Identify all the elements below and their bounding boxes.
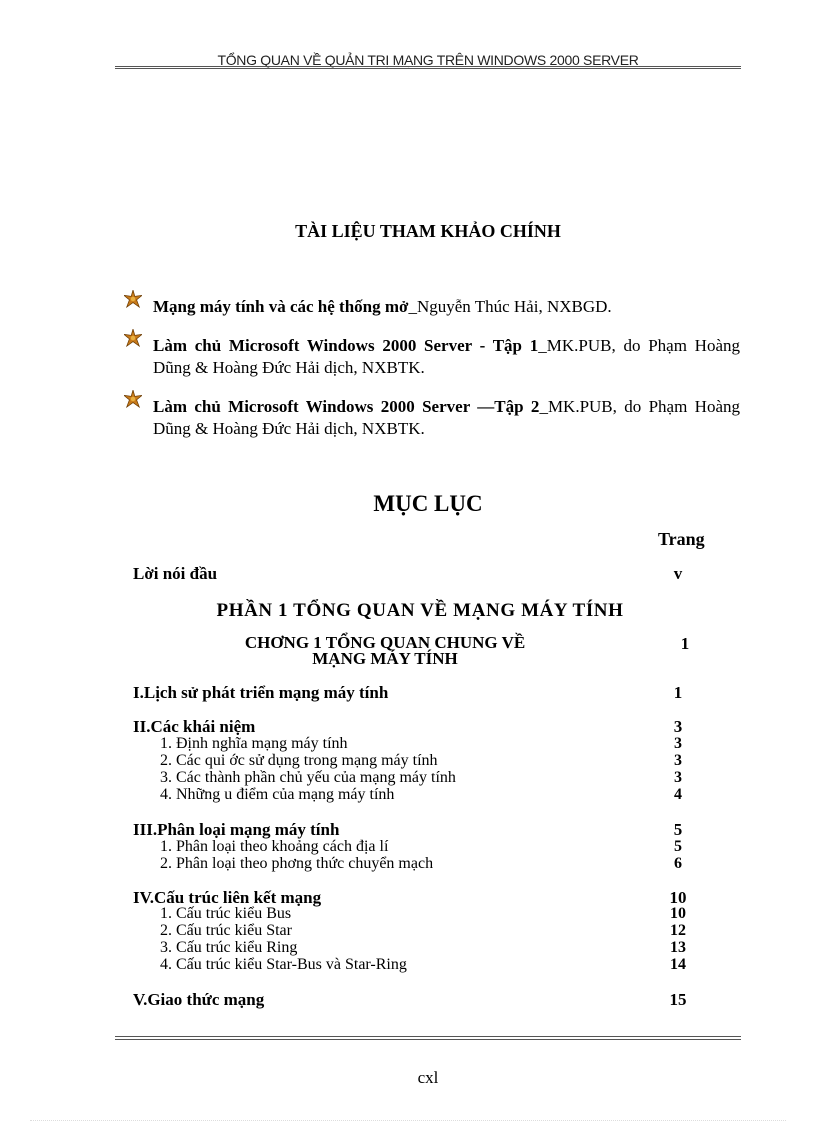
toc-entry-text: Lời nói đầu	[133, 564, 218, 583]
toc-section-title: III.Phân loại mạng máy tính	[133, 820, 340, 839]
toc-row-preface	[133, 564, 693, 584]
toc-subitem-page: 3	[674, 769, 682, 786]
toc-subitem-page: 3	[674, 752, 682, 769]
toc-section-page: 5	[673, 820, 683, 839]
toc-title: MỤC LỤC	[373, 491, 483, 516]
reference-title: Làm chủ Microsoft Windows 2000 Server —Tập 2	[153, 397, 540, 416]
toc-section-title: IV.Cấu trúc liên kết mạng	[133, 888, 322, 907]
reference-item	[124, 396, 740, 440]
toc-subitem-text: 2. Các qui ớc sử dụng trong mạng máy tính	[160, 752, 438, 769]
reference-title: Mạng máy tính và các hệ thống mở	[153, 297, 409, 316]
toc-subitem-text: 2. Phân loại theo phơng thức chuyển mạch	[160, 855, 434, 872]
toc-subitem-page: 14	[670, 956, 686, 973]
toc-subitem-page: 13	[670, 939, 686, 956]
toc-section-title: V.Giao thức mạng	[133, 990, 265, 1009]
toc-section-row	[133, 990, 693, 1010]
toc-section-title: I.Lịch sử phát triển mạng máy tính	[133, 683, 389, 702]
header-rule	[115, 66, 741, 67]
toc-subitem-page: 12	[670, 922, 686, 939]
toc-subitem-page: 5	[674, 838, 682, 855]
toc-subitem-text: 1. Cấu trúc kiểu Bus	[160, 905, 292, 922]
toc-page-column-header: Trang	[658, 529, 705, 549]
toc-section-page: 1	[673, 683, 683, 702]
star-bullet-icon	[124, 390, 142, 408]
footer-rule	[115, 1039, 741, 1040]
footer-rule	[115, 1036, 741, 1037]
reference-item	[124, 296, 740, 318]
star-bullet-icon	[124, 329, 142, 347]
toc-part-heading: PHẦN 1 TỔNG QUAN VỀ MẠNG MÁY TÍNH	[216, 600, 624, 621]
toc-subitem-page: 3	[674, 735, 682, 752]
toc-subitem-text: 2. Cấu trúc kiểu Star	[160, 922, 292, 939]
toc-section-page: 3	[673, 717, 683, 736]
toc-section-row	[133, 820, 693, 840]
toc-chapter-heading	[200, 635, 570, 667]
toc-subitem-text: 4. Những u điểm của mạng máy tính	[160, 786, 395, 803]
toc-subitem-page: 4	[674, 786, 682, 803]
reference-item	[124, 335, 740, 379]
toc-subitem-text: 3. Các thành phần chủ yếu của mạng máy tính	[160, 769, 456, 786]
toc-subitem-text: 3. Cấu trúc kiểu Ring	[160, 939, 298, 956]
toc-entry-page: v	[673, 564, 683, 583]
toc-subitem-row	[133, 855, 693, 875]
toc-subitem-text: 1. Phân loại theo khoảng cách địa lí	[160, 838, 389, 855]
toc-section-page: 10	[669, 888, 687, 907]
toc-section-row	[133, 717, 693, 737]
running-header: TỔNG QUAN VỀ QUẢN TRỊ MẠNG TRÊN WINDOWS 2000 SERVER	[217, 52, 639, 68]
reference-title: Làm chủ Microsoft Windows 2000 Server - Tập 1	[153, 336, 539, 355]
chapter-title-line1: CHƠNG 1 TỔNG QUAN CHUNG VỀ	[244, 633, 526, 652]
toc-chapter-page: 1	[680, 634, 690, 653]
references-title: TÀI LIỆU THAM KHẢO CHÍNH	[295, 221, 561, 241]
reference-detail: _MK.PUB, do Phạm Hoàng Dũng & Hoàng Đức Hải dịch, NXBTK.	[153, 397, 740, 438]
toc-subitem-text: 4. Cấu trúc kiểu Star-Bus và Star-Ring	[160, 956, 407, 973]
toc-subitem-row	[133, 956, 693, 976]
toc-subitem-text: 1. Định nghĩa mạng máy tính	[160, 735, 348, 752]
toc-section-page: 15	[669, 990, 687, 1009]
page-number: cxl	[417, 1068, 439, 1087]
toc-section-row	[133, 683, 693, 703]
toc-subitem-page: 10	[670, 905, 686, 922]
chapter-title-line2: MẠNG MÁY TÍNH	[312, 649, 458, 668]
toc-subitem-row	[133, 786, 693, 806]
reference-detail: _Nguyễn Thúc Hải, NXBGD.	[408, 297, 612, 316]
header-rule	[115, 68, 741, 69]
page-bottom-divider	[30, 1120, 786, 1121]
toc-subitem-page: 6	[674, 855, 682, 872]
reference-detail: _MK.PUB, do Phạm Hoàng Dũng & Hoàng Đức Hải dịch, NXBTK.	[153, 336, 740, 377]
star-bullet-icon	[124, 290, 142, 308]
toc-section-title: II.Các khái niệm	[133, 717, 256, 736]
